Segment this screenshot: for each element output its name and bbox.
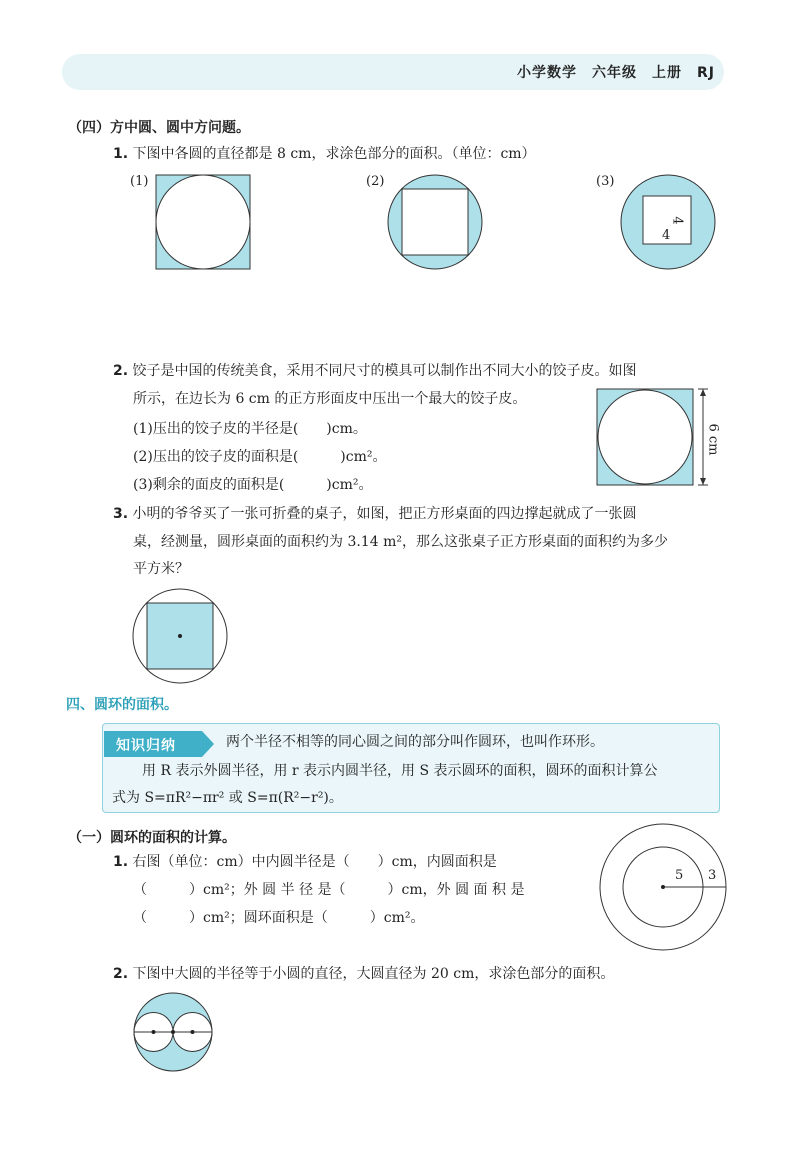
q-number: 3.: [113, 506, 129, 522]
knowledge-line3: 式为 S=πR²−πr² 或 S=π(R²−r²)。: [112, 790, 343, 806]
q-number: 1.: [113, 146, 129, 162]
left-center-dot: [152, 1030, 156, 1034]
inscribed-square: [402, 189, 468, 255]
part4-q3: [113, 501, 637, 527]
part1-q2: [113, 961, 614, 987]
two-circles-figure: [133, 992, 213, 1072]
dough-circle: [598, 390, 692, 484]
knowledge-badge: 知识归纳: [116, 738, 176, 754]
arrow-up-icon: [700, 389, 706, 396]
q-text: 下图中各圆的直径都是 8 cm，求涂色部分的面积。（单位：cm）: [132, 146, 536, 162]
arrow-down-icon: [700, 478, 706, 485]
fig3-label: (3): [596, 174, 615, 189]
part1-q1-line3: （ ）cm²；圆环面积是（ ）cm²。: [133, 910, 425, 926]
inner-radius-label: 5: [675, 868, 684, 883]
knowledge-line1: 两个半径不相等的同心圆之间的部分叫作圆环，也叫作环形。: [226, 734, 604, 750]
fig3-side-b: 4: [662, 228, 671, 243]
fig1-label: (1): [130, 174, 149, 189]
fig2-label: (2): [366, 174, 385, 189]
ring-width-label: 3: [708, 868, 717, 883]
knowledge-line2: 用 R 表示外圆半径，用 r 表示内圆半径，用 S 表示圆环的面积，圆环的面积计算公: [142, 763, 658, 779]
q3-line3: 平方米？: [133, 561, 189, 577]
q-line: 饺子是中国的传统美食，采用不同尺寸的模具可以制作出不同大小的饺子皮。如图: [132, 363, 637, 379]
q-number: 2.: [113, 363, 129, 379]
center-dot: [178, 634, 182, 638]
part1-q1: [113, 849, 497, 875]
part4-q1: [113, 141, 536, 167]
header-title: 小学数学 六年级 上册 RJ: [517, 65, 715, 81]
q-number: 2.: [113, 966, 129, 982]
q-line: 右图（单位：cm）中内圆半径是（ ）cm，内圆面积是: [132, 854, 497, 870]
part1-title: （一）圆环的面积的计算。: [68, 830, 236, 846]
big-center-dot: [171, 1030, 175, 1034]
q-number: 1.: [113, 854, 129, 870]
inscribed-circle: [156, 175, 250, 269]
q2-sub3: (3)剩余的面皮的面积是( )cm²。: [133, 477, 373, 493]
ring-figure: [599, 823, 727, 951]
ring-center-dot: [661, 885, 665, 889]
fig3-side-a: 4: [669, 216, 685, 225]
part4-q2: [113, 358, 637, 384]
q2-line2: 所示，在边长为 6 cm 的正方形面皮中压出一个最大的饺子皮。: [133, 391, 527, 407]
figure-circle-small-square: [620, 174, 716, 270]
q2-sub1: (1)压出的饺子皮的半径是( )cm。: [133, 421, 367, 437]
right-center-dot: [191, 1030, 195, 1034]
dimension-label: 6 cm: [705, 423, 721, 456]
figure-circle-with-square: [387, 174, 483, 270]
q3-line2: 桌，经测量，圆形桌面的面积约为 3.14 m²，那么这张桌子正方形桌面的面积约为多少: [133, 534, 668, 550]
q-text: 下图中大圆的半径等于小圆的直径，大圆直径为 20 cm，求涂色部分的面积。: [132, 966, 615, 982]
part4-title: （四）方中圆、圆中方问题。: [68, 120, 250, 136]
table-figure: [132, 588, 228, 684]
figure-square-with-circle: [155, 174, 251, 270]
part1-q1-line2: （ ）cm²；外 圆 半 径 是（ ）cm，外 圆 面 积 是: [133, 882, 525, 898]
section4-title: 四、圆环的面积。: [66, 697, 178, 713]
q2-sub2: (2)压出的饺子皮的面积是( )cm²。: [133, 449, 387, 465]
q-line: 小明的爷爷买了一张可折叠的桌子，如图，把正方形桌面的四边撑起就成了一张圆: [132, 506, 637, 522]
